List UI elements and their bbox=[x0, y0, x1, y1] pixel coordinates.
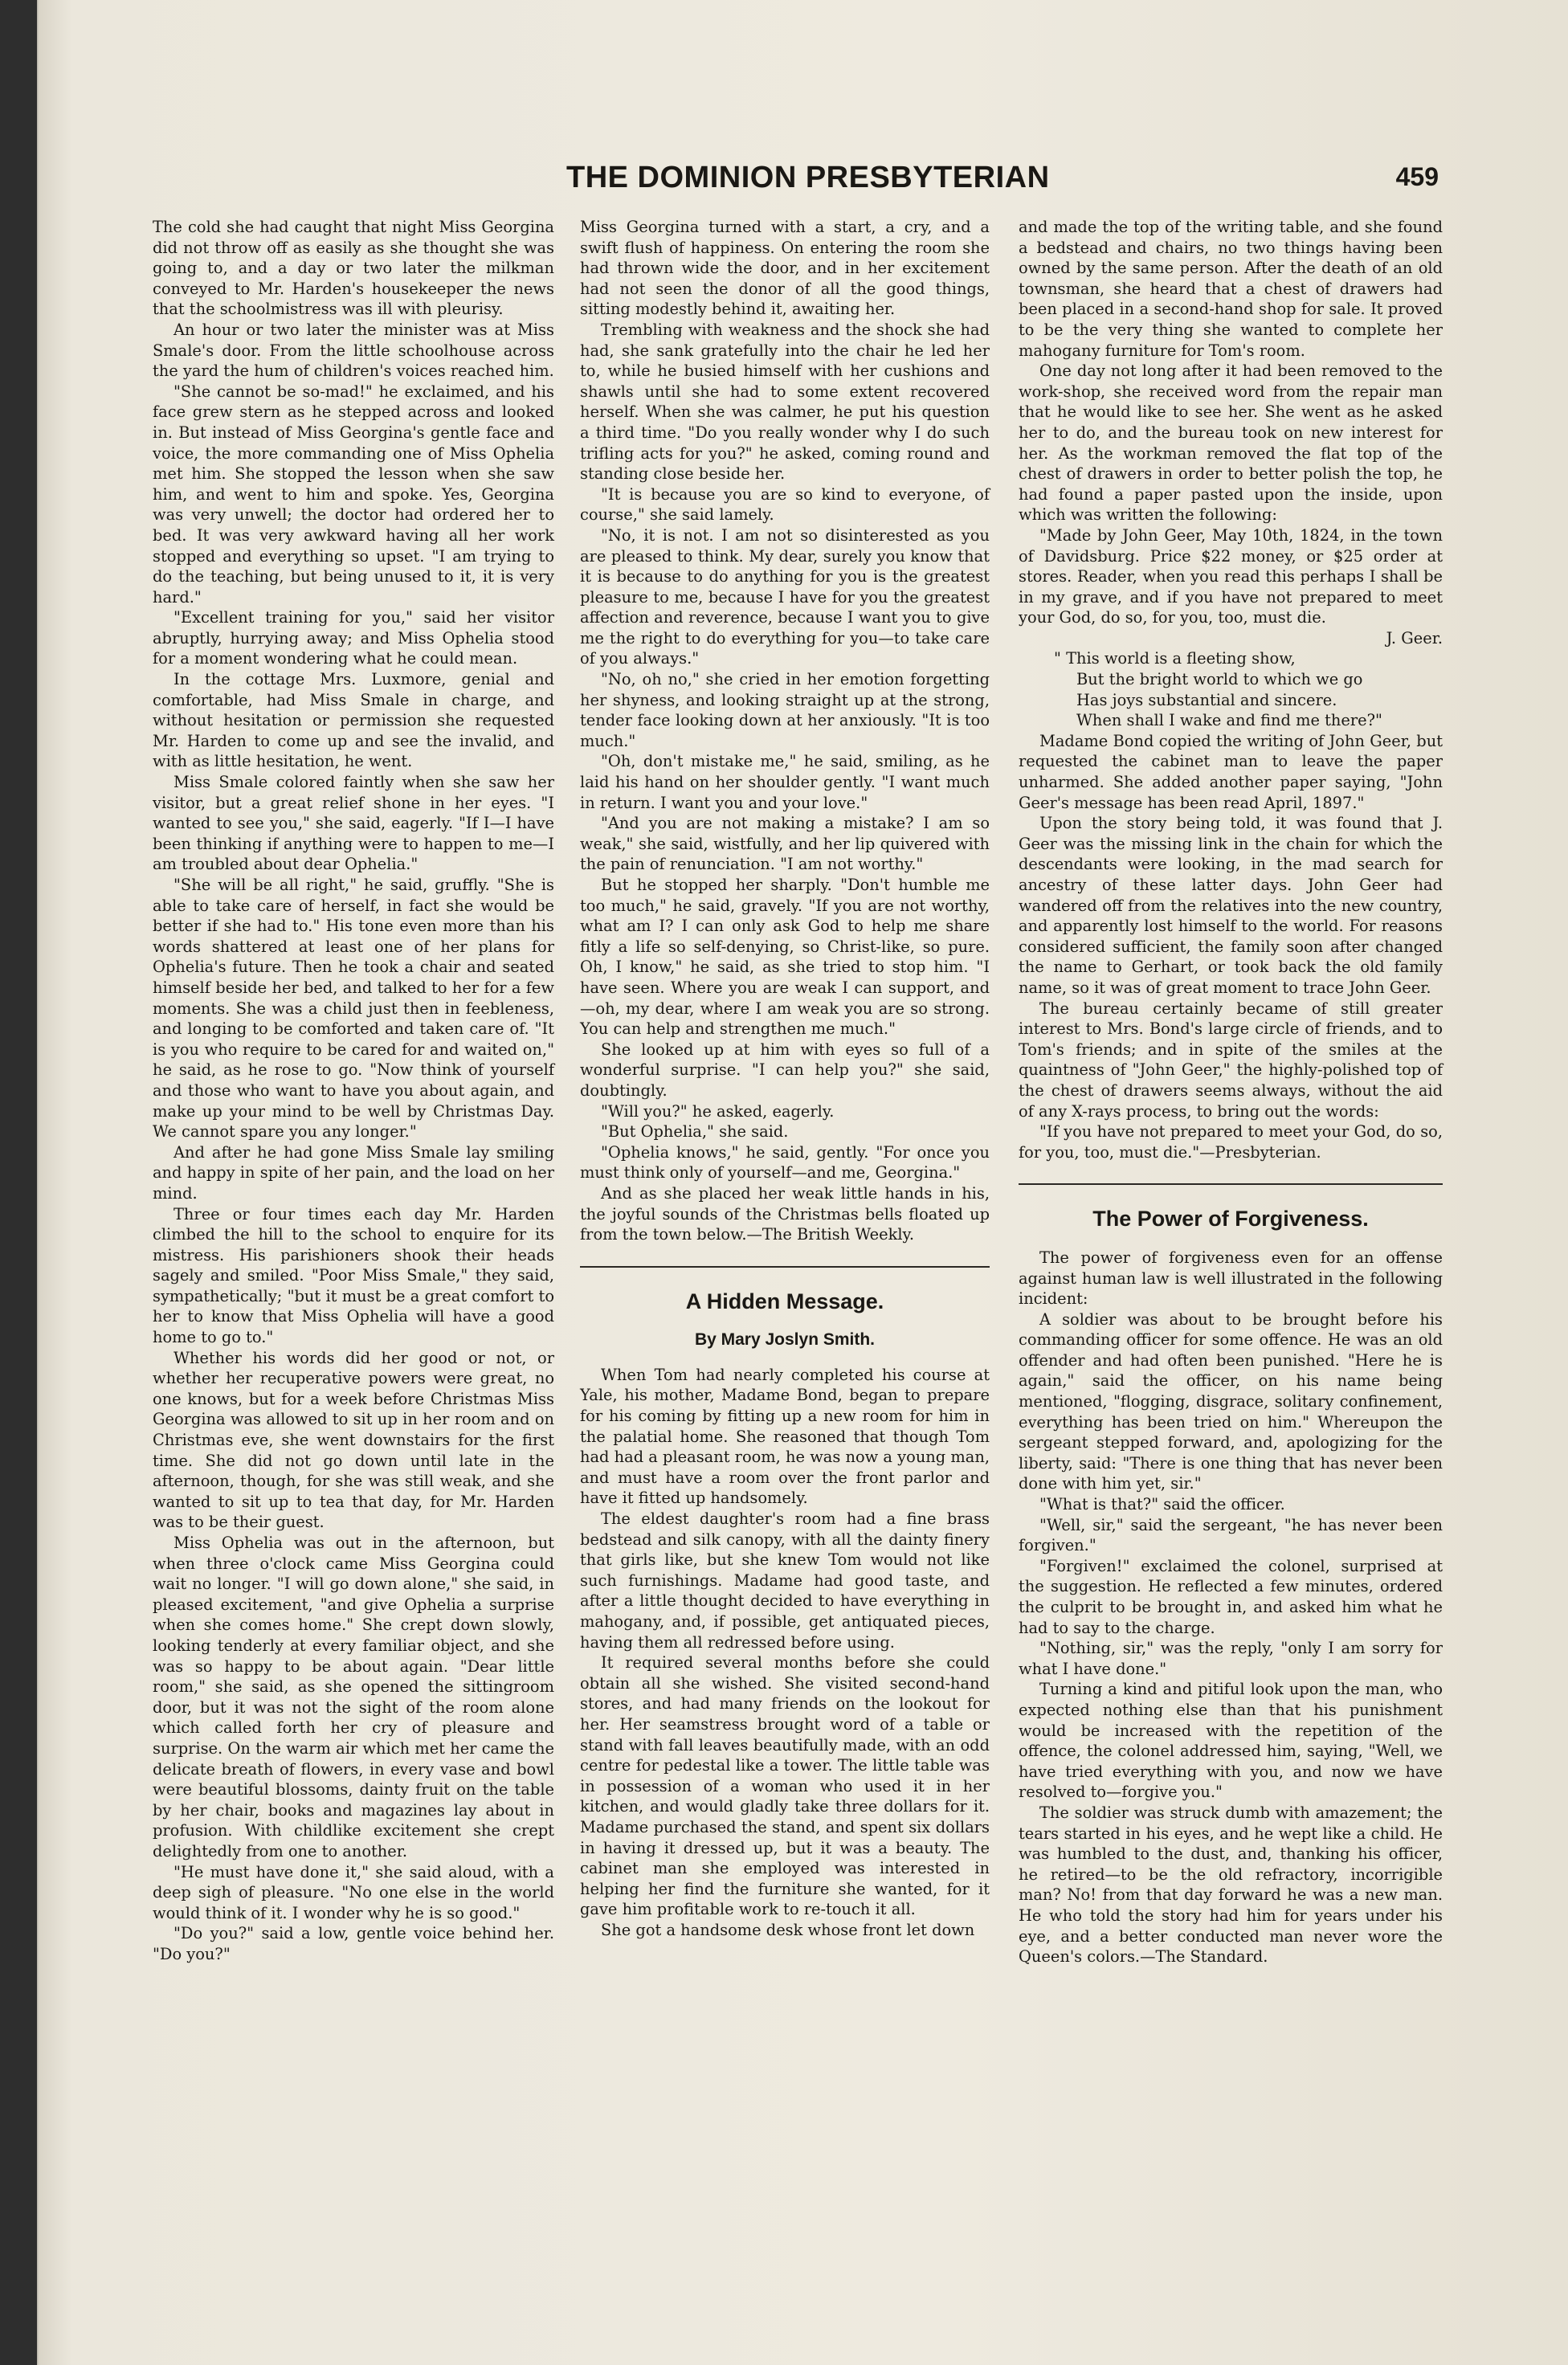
paragraph: And after he had gone Miss Smale lay smiling and happy in spite of her pain, and the load on her mind. bbox=[153, 1142, 554, 1203]
column-1 bbox=[153, 217, 554, 1964]
paragraph: In the cottage Mrs. Luxmore, genial and comfortable, had Miss Smale in charge, and without hesitation or permission she requested Mr. Harden to come up and see the invalid, and with as little hesitation, he went. bbox=[153, 670, 554, 771]
paragraph: She looked up at him with eyes so full of a wonderful surprise. "I can help you?" she said, doubtingly. bbox=[580, 1040, 990, 1100]
paragraph: "She will be all right," he said, gruffly. "She is able to take care of herself, in fact she would be better if she had to." His tone even more than his words shattered at least one of her plans for Ophelia's future. Then he took a chair and seated himself beside her bed, and talked to her for a few moments. She was a child just then in feebleness, and longing to be comforted and taken care of. "It is you who require to be cared for and waited on," he said, as he rose to go. "Now think of yourself and those who want to have you about again, and make up your mind to be well by Christmas Day. We cannot spare you any longer." bbox=[153, 876, 554, 1142]
paragraph: "No, oh no," she cried in her emotion forgetting her shyness, and looking straight up at the strong, tender face looking down at her anxiously. "It is too much." bbox=[580, 670, 990, 750]
signature: J. Geer. bbox=[1386, 628, 1443, 647]
paragraph: The soldier was struck dumb with amazement; the tears started in his eyes, and he wept like a child. He was humbled to the dust, and, thanking his officer, he retired—to be the old refractory, incorrigible man? No! from that day forward he was a new man. He who told the story had him for years under his eye, and a better conducted man never wore the Queen's colors.—The Standard. bbox=[1019, 1803, 1443, 1967]
paragraph: "Nothing, sir," was the reply, "only I am sorry for what I have done." bbox=[1019, 1639, 1443, 1678]
paragraph: One day not long after it had been removed to the work-shop, she received word from the repair man that he would like to see her. She went as he asked her to do, and the bureau took on new interest for her. As the workman removed the flat top of the chest of drawers in order to better polish the top, he had found a paper pasted upon the inside, upon which was written the following: bbox=[1019, 361, 1443, 525]
section-divider bbox=[580, 1266, 990, 1268]
article-title: A Hidden Message. bbox=[685, 1289, 884, 1313]
paragraph: And as she placed her weak little hands in his, the joyful sounds of the Christmas bells floated up from the town below.—The British Weekly. bbox=[580, 1183, 990, 1244]
paragraph: Madame Bond copied the writing of John Geer, but requested the cabinet man to leave the paper unharmed. She added another paper saying, "John Geer's message has been read April, 1897." bbox=[1019, 731, 1443, 812]
column-2 bbox=[580, 217, 990, 1941]
paragraph: "Oh, don't mistake me," he said, smiling, as he laid his hand on her shoulder gently. "I want much in return. I want you and your love." bbox=[580, 752, 990, 812]
paragraph: The bureau certainly became of still greater interest to Mrs. Bond's large circle of friends, and to Tom's friends; and in spite of the smiles at the quaintness of "John Geer," the highly-polished top of the chest of drawers seems always, without the aid of any X-rays process, to bring out the words: bbox=[1019, 999, 1443, 1121]
paragraph: She got a handsome desk whose front let down bbox=[601, 1920, 975, 1939]
paragraph: A soldier was about to be brought before his commanding officer for some offence. He was an old offender and had often been punished. "Here he is again," said the officer, on his name being mentioned, "flogging, disgrace, solitary confinement, everything has been tried on him." Whereupon the sergeant stepped forward, and, apologizing for the liberty, said: "There is one thing that has never been done with him yet, sir." bbox=[1019, 1309, 1443, 1493]
publication-title: THE DOMINION PRESBYTERIAN bbox=[566, 161, 1050, 194]
paragraph: "It is because you are so kind to everyone, of course," she said lamely. bbox=[580, 484, 990, 525]
paragraph: The power of forgiveness even for an offense against human law is well illustrated in the following incident: bbox=[1019, 1248, 1443, 1309]
page-number: 459 bbox=[1395, 162, 1439, 191]
paragraph: Whether his words did her good or not, or whether her recuperative powers were great, no one knows, but for a week before Christmas Miss Georgina was allowed to sit up in her room and on Christmas eve, she went downstairs for the first time. She did not go down until late in the afternoon, though, for she was still weak, and she wanted to sit up to tea that day, for Mr. Harden was to be their guest. bbox=[153, 1348, 554, 1532]
verse-line: But the bright world to which we go bbox=[1076, 670, 1363, 689]
paragraph: "Made by John Geer, May 10th, 1824, in the town of Davidsburg. Price $22 money, or $25 order at stores. Reader, when you read this perhaps I shall be in my grave, and if you have not prepared to meet your God, do so, for you, too, must die. bbox=[1019, 525, 1443, 627]
paragraph: Turning a kind and pitiful look upon the man, who expected nothing else than that his punishment would be increased with the repetition of the offence, the colonel addressed him, saying, "Well, we have tried everything with you, and now we have resolved to—forgive you." bbox=[1019, 1680, 1443, 1802]
page-header bbox=[141, 157, 1458, 206]
verse-line: Has joys substantial and sincere. bbox=[1076, 690, 1337, 709]
paragraph: "Forgiven!" exclaimed the colonel, surprised at the suggestion. He reflected a few minutes, ordered the culprit to be brought in, and asked him what he had to say to the charge. bbox=[1019, 1556, 1443, 1637]
column-3 bbox=[1019, 217, 1443, 1967]
paragraph: An hour or two later the minister was at Miss Smale's door. From the little schoolhouse across the yard the hum of children's voices reached him. bbox=[153, 320, 554, 381]
paragraph: "But Ophelia," she said. bbox=[601, 1122, 789, 1142]
paragraph: It required several months before she could obtain all she wished. She visited second-hand stores, and had many friends on the lookout for her. Her seamstress brought word of a table or stand with fall leaves beautifully made, with an odd centre for pedestal like a tower. The little table was in possession of a woman who used it in her kitchen, and would gladly take three dollars for it. Madame purchased the stand, and spent six dollars in having it dressed up, but it was a beauty. The cabinet man she employed was interested in helping her find the furniture she wanted, for it gave him profitable work to re-touch it all. bbox=[580, 1653, 990, 1919]
verse-line: When shall I wake and find me there?" bbox=[1076, 711, 1382, 730]
article-byline: By Mary Joslyn Smith. bbox=[694, 1330, 876, 1350]
article-title: The Power of Forgiveness. bbox=[1092, 1207, 1369, 1232]
paragraph: But he stopped her sharply. "Don't humble me too much," he said, gravely. "If you are not worthy, what am I? I can only ask God to help me share fitly a life so self-denying, so Christ-like, so pure. Oh, I know," he said, as she tried to stop him. "I have seen. Where you are weak I can support, and—oh, my dear, where I am weak you are so strong. You can help and strengthen me much." bbox=[580, 876, 990, 1039]
paragraph: "And you are not making a mistake? I am so weak," she said, wistfully, and her lip quivered with the pain of renunciation. "I am not worthy." bbox=[580, 814, 990, 874]
paragraph: Miss Ophelia was out in the afternoon, but when three o'clock came Miss Georgina could wait no longer. "I will go down alone," she said, in pleased excitement, "and give Ophelia a surprise when she comes home." She crept down slowly, looking tenderly at every familiar object, and she was so happy to be about again. "Dear little room," she said, as she opened the sittingroom door, but it was not the sight of the room alone which called forth her cry of pleasure and surprise. On the warm air which met her came the delicate breath of flowers, in every vase and bowl were beautiful blossoms, dainty fruit on the table by her chair, books and magazines lay about in profusion. With childlike excitement she crept delightedly from one to another. bbox=[153, 1534, 554, 1861]
verse-line: " This world is a fleeting show, bbox=[1054, 649, 1296, 668]
paragraph: "Excellent training for you," said her visitor abruptly, hurrying away; and Miss Ophelia stood for a moment wondering what he could mean. bbox=[153, 608, 554, 668]
paragraph: Miss Georgina turned with a start, a cry, and a swift flush of happiness. On entering the room she had thrown wide the door, and in her excitement had not seen the donor of all the good things, sitting modestly behind it, awaiting her. bbox=[580, 218, 990, 319]
paragraph: "Ophelia knows," he said, gently. "For once you must think only of yourself—and me, Georgina." bbox=[580, 1142, 990, 1182]
paragraph: The eldest daughter's room had a fine brass bedstead and silk canopy, with all the dainty finery that girls like, but she knew Tom would not like such furnishings. Madame had good taste, and after a little thought decided to have everything in mahogany, and, if possible, get antiquated pieces, having them all redressed before using. bbox=[580, 1509, 990, 1652]
paragraph: When Tom had nearly completed his course at Yale, his mother, Madame Bond, began to prepare for his coming by fitting up a new room for him in the palatial home. She reasoned that though Tom had had a pleasant room, he was now a young man, and must have a room over the front parlor and have it fitted up handsomely. bbox=[580, 1365, 990, 1508]
paragraph: Three or four times each day Mr. Harden climbed the hill to the school to enquire for its mistress. His parishioners shook their heads sagely and smiled. "Poor Miss Smale," they said, sympathetically; "but it must be a great comfort to her to know that Miss Ophelia will have a good home to go to." bbox=[153, 1204, 554, 1347]
paragraph: "Will you?" he asked, eagerly. bbox=[601, 1101, 835, 1121]
paragraph: "What is that?" said the officer. bbox=[1039, 1495, 1285, 1514]
binding-gutter bbox=[0, 0, 37, 2365]
paragraph: and made the top of the writing table, and she found a bedstead and chairs, no two things having been owned by the same person. After the death of an old townsman, she heard that a chest of drawers had been placed in a second-hand shop for sale. It proved to be the very thing she wanted to complete her mahogany furniture for Tom's room. bbox=[1019, 218, 1443, 360]
paragraph: "Do you?" said a low, gentle voice behind her. "Do you?" bbox=[153, 1924, 554, 1963]
paragraph: Upon the story being told, it was found that J. Geer was the missing link in the chain for which the descendants were looking, in the mad search for ancestry of these latter days. John Geer had wandered off from the relatives into the new country, and apparently lost himself to the world. For reasons considered sufficient, the family soon after changed the name to Gerhart, or took back the old family name, so it was of great moment to trace John Geer. bbox=[1019, 814, 1443, 997]
paragraph: Miss Smale colored faintly when she saw her visitor, but a great relief shone in her eyes. "I wanted to see you," she said, eagerly. "If I—I have been thinking if anything were to happen to me—I am troubled about dear Ophelia." bbox=[153, 773, 554, 874]
paragraph: "He must have done it," she said aloud, with a deep sigh of pleasure. "No one else in the world would think of it. I wonder why he is so good." bbox=[153, 1862, 554, 1922]
paragraph: "If you have not prepared to meet your God, do so, for you, too, must die."—Presbyterian. bbox=[1019, 1122, 1443, 1162]
paragraph: Trembling with weakness and the shock she had had, she sank gratefully into the chair he led her to, while he busied himself with her cushions and shawls until she had to some extent recovered herself. When she was calmer, he put his question a third time. "Do you really wonder why I do such trifling acts for you?" he asked, coming round and standing close beside her. bbox=[580, 320, 990, 484]
paragraph: "Well, sir," said the sergeant, "he has never been forgiven." bbox=[1019, 1515, 1443, 1555]
paragraph: "No, it is not. I am not so disinterested as you are pleased to think. My dear, surely you know that it is because to do anything for you is the greatest pleasure to me, because I have for you the greatest affection and reverence, because I want you to give me the right to do everything for you—to take care of you always." bbox=[580, 525, 990, 668]
paragraph: "She cannot be so-mad!" he exclaimed, and his face grew stern as he stepped across and looked in. But instead of Miss Georgina's gentle face and voice, the more commanding one of Miss Ophelia met him. She stopped the lesson when she saw him, and went to him and spoke. Yes, Georgina was very unwell; the doctor had ordered her to bed. It was very awkward having all her work stopped and everything so upset. "I am trying to do the teaching, but being unused to it, it is very hard." bbox=[153, 382, 554, 607]
paragraph: The cold she had caught that night Miss Georgina did not throw off as easily as she thought she was going to, and a day or two later the milkman conveyed to Mr. Harden's housekeeper the news that the schoolmistress was ill with pleurisy. bbox=[153, 218, 554, 319]
section-divider bbox=[1019, 1183, 1443, 1185]
